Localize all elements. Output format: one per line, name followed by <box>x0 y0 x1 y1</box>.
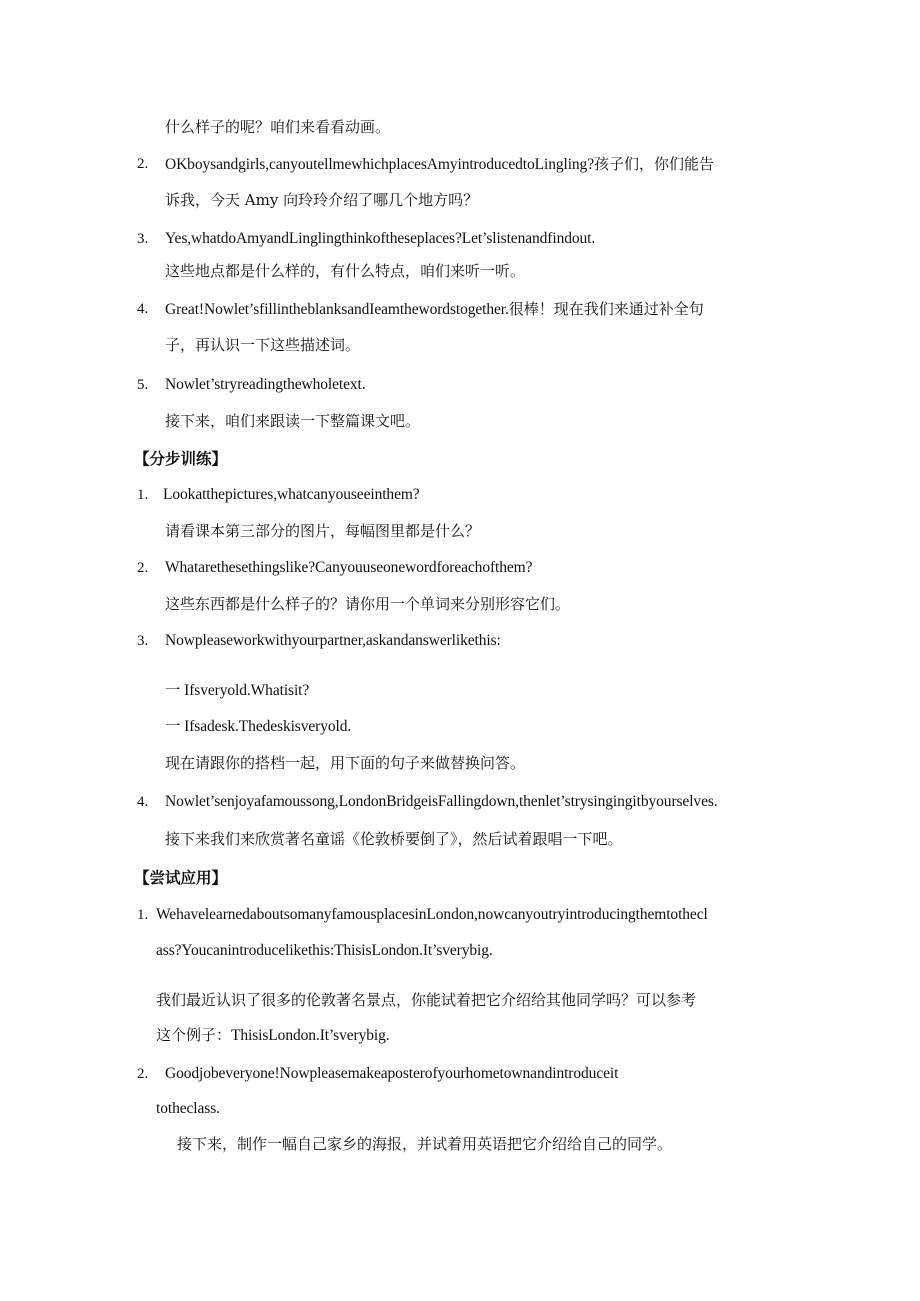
section-heading: 【尝试应用】 <box>134 868 228 887</box>
list-item <box>165 299 704 320</box>
item-number: 2. <box>137 156 149 172</box>
item-number: 3. <box>137 633 149 649</box>
english-text: Whatarethesethingslike?Canyouuseonewordforeachofthem? <box>165 559 533 576</box>
english-text: totheclass. <box>156 1100 220 1117</box>
item-number: 2. <box>137 1066 149 1082</box>
list-item <box>165 154 714 175</box>
item-number: 2. <box>137 560 149 576</box>
chinese-text: 现在请跟你的搭档一起，用下面的句子来做替换问答。 <box>165 754 526 772</box>
chinese-text: 孩子们，你们能告 <box>594 155 715 173</box>
dialog-line: 一 Ifsveryold.Whatisit? <box>165 682 310 699</box>
item-number: 4. <box>137 794 149 810</box>
item-number: 3. <box>137 231 149 247</box>
item-number: 1. <box>137 907 149 923</box>
english-text: Great!Nowlet’sfillintheblanksandIeamthewordstogether. <box>165 301 509 318</box>
chinese-text: 接下来，咱们来跟读一下整篇课文吧。 <box>165 412 421 430</box>
chinese-text: 接下来我们来欣赏著名童谣《伦敦桥要倒了》，然后试着跟唱一下吧。 <box>165 830 623 848</box>
english-text: ThisisLondon.It’sverybig. <box>231 1027 390 1044</box>
english-text: Lookatthepictures,whatcanyouseeinthem? <box>163 486 420 503</box>
chinese-text <box>156 1025 390 1046</box>
english-text: Yes,whatdoAmyandLinglingthinkoftheseplaces?Let’slistenandfindout. <box>165 230 596 247</box>
english-text: Nowlet’stryreadingthewholetext. <box>165 376 366 393</box>
english-text: Goodjobeveryone!Nowpleasemakeaposterofyourhometownandintroduceit <box>165 1065 619 1082</box>
english-text: OKboysandgirls,canyoutellmewhichplacesAmyintroducedtoLingling? <box>165 156 594 173</box>
section-heading: 【分步训练】 <box>134 449 228 468</box>
english-text: ass?Youcanintroducelikethis:ThisisLondon.It’sverybig. <box>156 942 493 959</box>
chinese-prefix: 这个例子： <box>156 1026 232 1044</box>
item-number: 5. <box>137 377 149 393</box>
english-text: Nowlet’senjoyafamoussong,LondonBridgeisFallingdown,thenlet’strysingingitbyourselves. <box>165 793 718 810</box>
chinese-text: 很棒！现在我们来通过补全句 <box>508 300 704 318</box>
english-text: WehavelearnedaboutsomanyfamousplacesinLondon,nowcanyoutryintroducingthemtothecl <box>156 906 708 923</box>
chinese-text: 子，再认识一下这些描述词。 <box>165 336 361 354</box>
continuation-text: 什么样子的呢？咱们来看看动画。 <box>165 118 391 136</box>
chinese-text: 这些地点都是什么样的，有什么特点，咱们来听一听。 <box>165 262 526 280</box>
chinese-text: 我们最近认识了很多的伦敦著名景点，你能试着把它介绍给其他同学吗？可以参考 <box>156 991 697 1009</box>
english-text: Nowpleaseworkwithyourpartner,askandanswerlikethis: <box>165 632 501 649</box>
chinese-text: 接下来，制作一幅自己家乡的海报，并试着用英语把它介绍给自己的同学。 <box>177 1135 673 1153</box>
chinese-text: 这些东西都是什么样子的？请你用一个单词来分别形容它们。 <box>165 595 571 613</box>
item-number: 1. <box>137 487 149 503</box>
item-number: 4. <box>137 301 149 317</box>
dialog-line: 一 Ifsadesk.Thedeskisveryold. <box>165 718 352 735</box>
chinese-text: 请看课本第三部分的图片，每幅图里都是什么？ <box>165 522 481 540</box>
chinese-text: 诉我，今天 Amy 向玲玲介绍了哪几个地方吗？ <box>165 191 479 209</box>
